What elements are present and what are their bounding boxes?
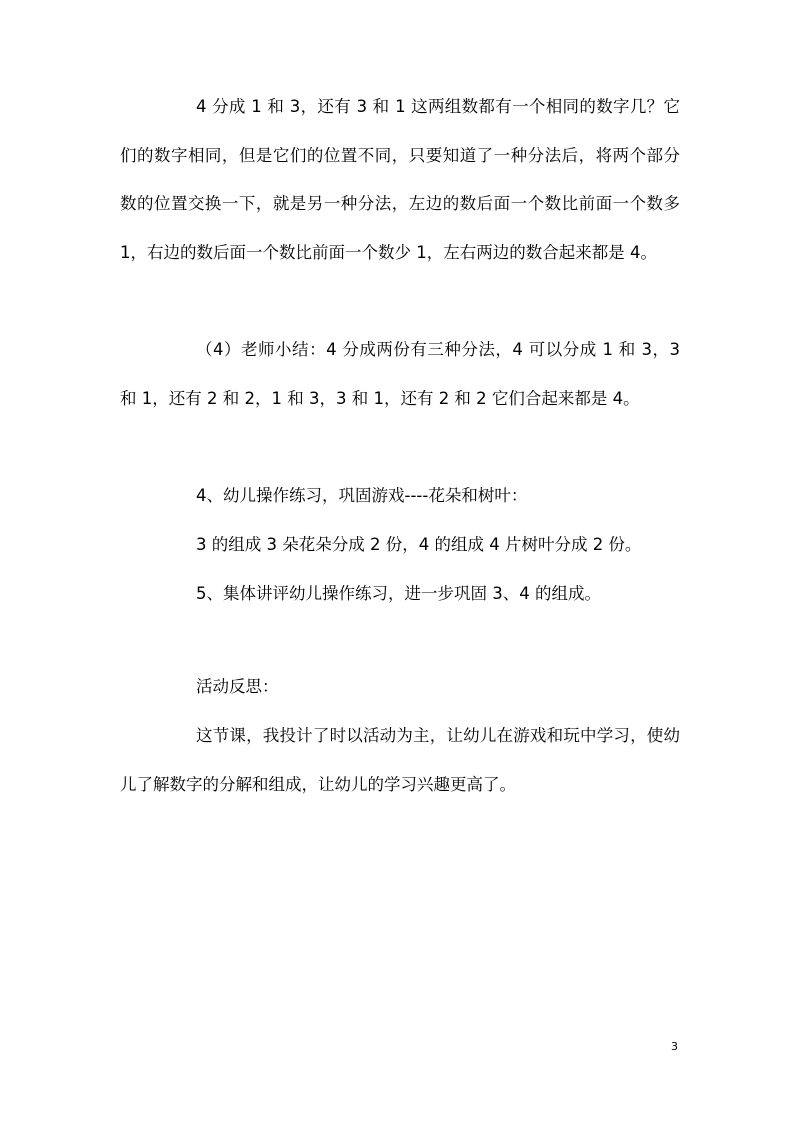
evaluation-paragraph: 5、集体讲评幼儿操作练习，进一步巩固 3、4 的组成。 xyxy=(196,584,601,603)
reflection-paragraph: 这节课，我投计了时以活动为主，让幼儿在游戏和玩中学习，使幼儿了解数字的分解和组成，让幼儿的学习兴趣更高了。 xyxy=(120,726,680,794)
teacher-summary-paragraph: （4）老师小结：4 分成两份有三种分法，4 可以分成 1 和 3，3 和 1，还有 2 和 2，1 和 3，3 和 1，还有 2 和 2 它们合起来都是 4。 xyxy=(120,340,680,408)
reasoning-paragraph: 4 分成 1 和 3，还有 3 和 1 这两组数都有一个相同的数字几？它们的数字相同，但是它们的位置不同，只要知道了一种分法后，将两个部分数的位置交换一下，就是另一种分法，左边的数后面一个数比前面一个数多 1，右边的数后面一个数比前面一个数少 1，左右两边的数合起来都是 4。 xyxy=(120,97,680,263)
practice-detail-paragraph: 3 的组成 3 朵花朵分成 2 份，4 的组成 4 片树叶分成 2 份。 xyxy=(196,535,642,554)
practice-heading: 4、幼儿操作练习，巩固游戏----花朵和树叶： xyxy=(196,486,528,505)
page-number: 3 xyxy=(671,1040,678,1053)
reflection-title: 活动反思： xyxy=(196,677,279,696)
